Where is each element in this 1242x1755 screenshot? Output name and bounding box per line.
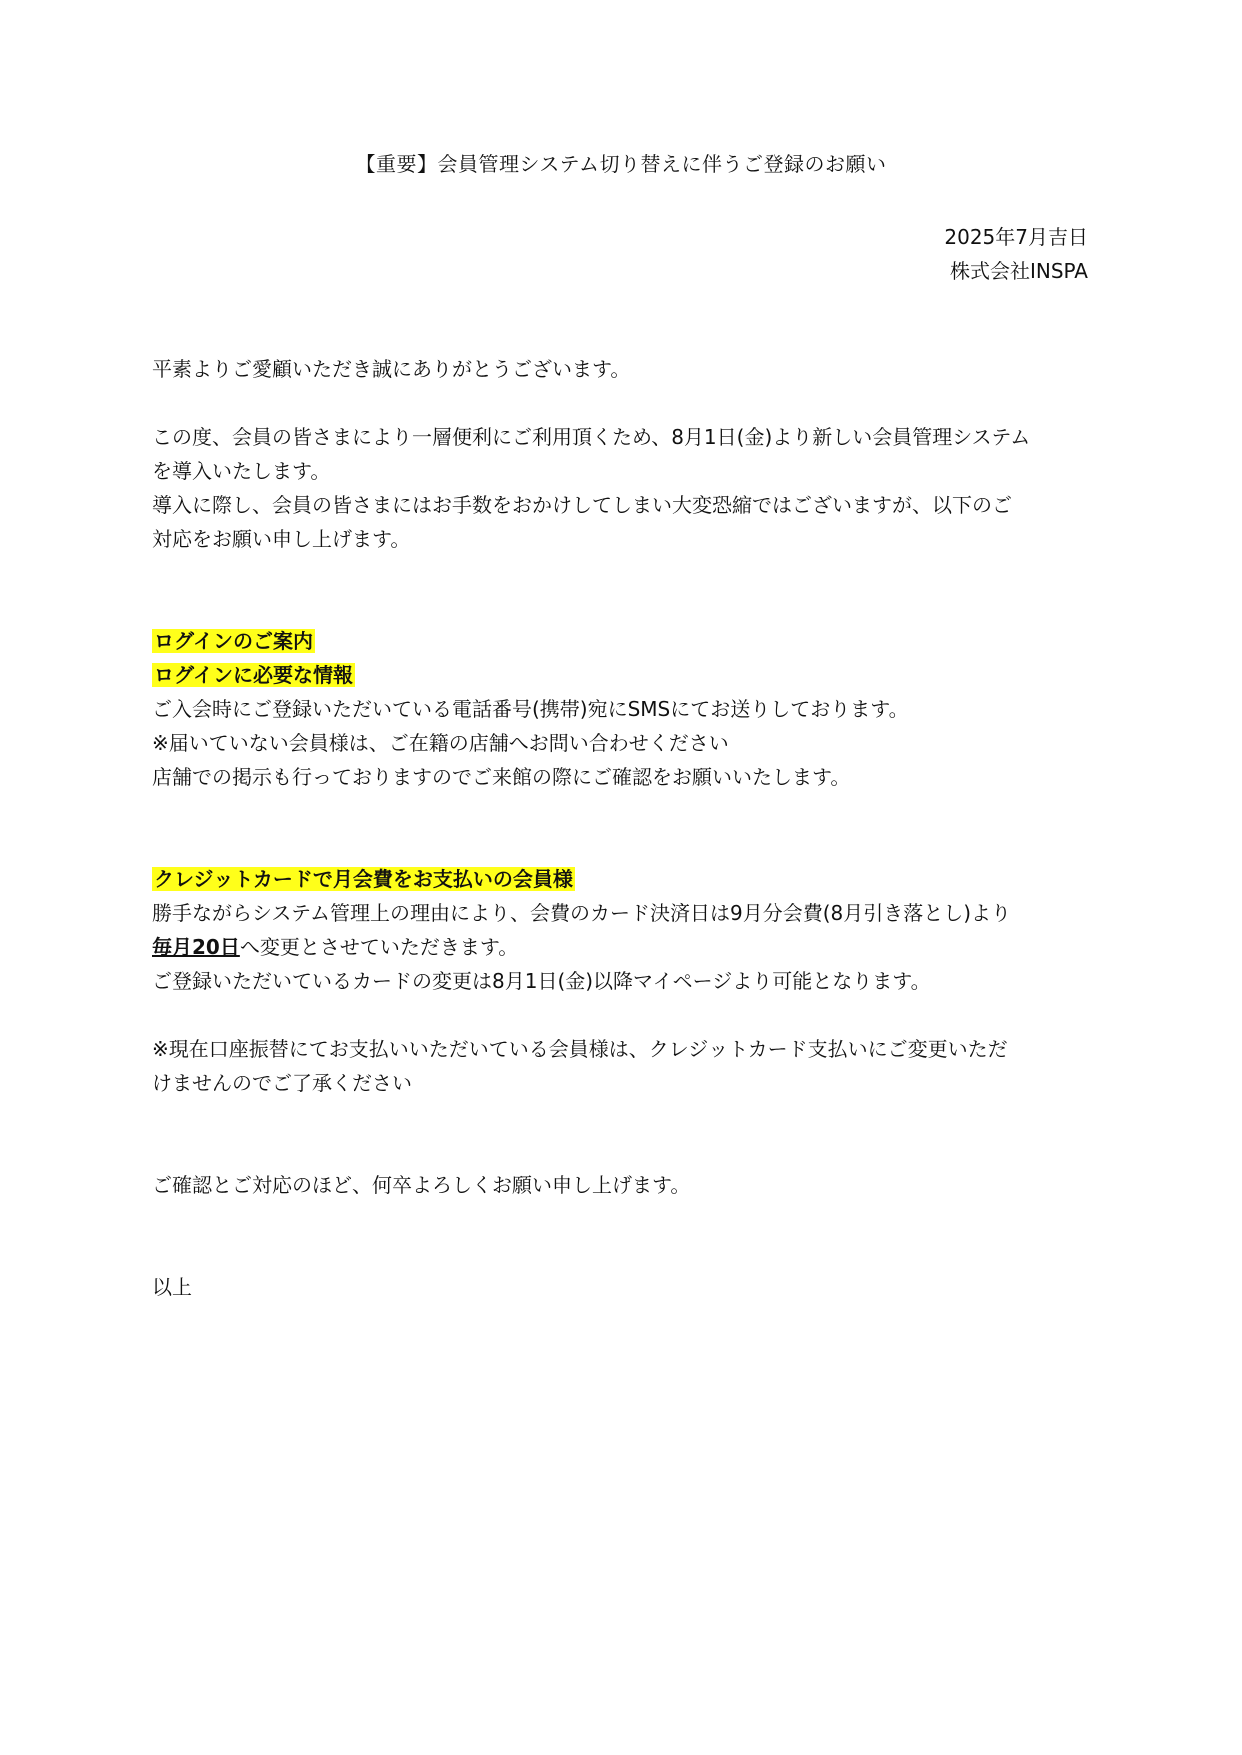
login-subheading: ログインに必要な情報 (154, 663, 353, 687)
intro-line-3: 導入に際し、会員の皆さまにはお手数をおかけしてしまい大変恐縮ではございますが、以下のご (152, 493, 1012, 517)
document-meta (944, 220, 1088, 288)
credit-heading: クレジットカードで月会費をお支払いの会員様 (154, 867, 573, 891)
intro-line-4: 対応をお願い申し上げます。 (152, 527, 411, 551)
credit-line-2 (152, 930, 1092, 964)
closing: ご確認とご対応のほど、何卒よろしくお願い申し上げます。 (152, 1173, 691, 1197)
login-line-2: ※届いていない会員様は、ご在籍の店舗へお問い合わせください (152, 731, 729, 755)
document-title: 【重要】会員管理システム切り替えに伴うご登録のお願い (355, 152, 887, 176)
document-body (152, 352, 1092, 1304)
end-mark: 以上 (152, 1275, 192, 1299)
issue-date: 2025年7月吉日 (944, 225, 1088, 249)
credit-line-3: ご登録いただいているカードの変更は8月1日(金)以降マイページより可能となります。 (152, 969, 931, 993)
login-heading: ログインのご案内 (154, 629, 313, 653)
intro-line-2: を導入いたします。 (152, 459, 331, 483)
credit-line-1: 勝手ながらシステム管理上の理由により、会費のカード決済日は9月分会費(8月引き落とし)より (152, 901, 1012, 925)
company-name: 株式会社INSPA (949, 259, 1088, 283)
credit-note-2: けませんのでご了承ください (152, 1071, 412, 1095)
credit-note-1: ※現在口座振替にてお支払いいただいている会員様は、クレジットカード支払いにご変更いただ (152, 1037, 1008, 1061)
intro-line-1: この度、会員の皆さまにより一層便利にご利用頂くため、8月1日(金)より新しい会員管理システム (152, 425, 1031, 449)
login-line-1: ご入会時にご登録いただいている電話番号(携帯)宛にSMSにてお送りしております。 (152, 697, 909, 721)
payment-day-emphasis: 毎月20日 (152, 935, 240, 959)
credit-line-2-rest: へ変更とさせていただきます。 (239, 935, 519, 959)
credit-section (152, 862, 1092, 896)
greeting: 平素よりご愛顧いただき誠にありがとうございます。 (152, 357, 631, 381)
login-line-3: 店舗での掲示も行っておりますのでご来館の際にご確認をお願いいたします。 (152, 765, 851, 789)
login-section (152, 624, 1092, 658)
